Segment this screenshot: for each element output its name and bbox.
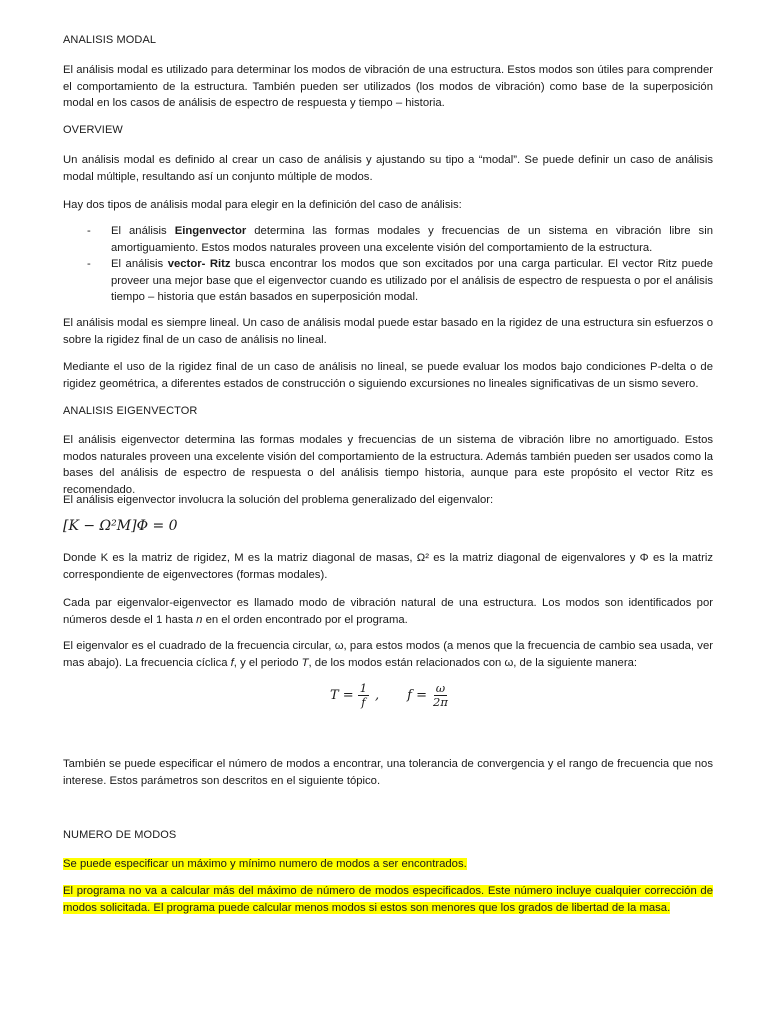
fraction-numerator: 1 [359, 681, 368, 695]
heading-overview: OVERVIEW [63, 124, 123, 136]
list-item-ritz [87, 256, 713, 306]
paragraph-intro: El análisis modal es utilizado para determinar los modos de vibración de una estructura. Estos modos son útiles para comprender el comportamiento de la estructura. También pueden ser utilizados (los modos de vibración) como base de la superposición modal en los casos de análisis de espectro de respuesta y tiempo – historia. [63, 64, 713, 109]
equation-period-frequency [330, 682, 454, 709]
text-italic: T [301, 656, 309, 669]
bullet-text: determina las formas modales y frecuencias de un sistema en vibración libre sin amortiguamiento. Estos modos naturales proveen una excelente visión del comportamiento de la estructura. [111, 225, 713, 254]
fraction-denominator: 2π [433, 695, 448, 709]
analysis-types-list [87, 223, 713, 306]
list-dash: - [87, 225, 91, 237]
text-italic: n [196, 613, 203, 626]
bullet-bold-term: vector- Ritz [167, 258, 231, 270]
paragraph-modes [63, 595, 713, 628]
text-italic: f [230, 656, 234, 669]
highlighted-text: El programa no va a calcular más del máximo de número de modos especificados. Este número incluye cualquier corrección de modos solicitada. El programa puede calcular menos modos si estos son menores que los grados de libertad de la masa. [63, 885, 713, 914]
paragraph-eigenproblem: El análisis eigenvector involucra la solución del problema generalizado del eigenvalor: [63, 494, 494, 506]
paragraph-max-min [63, 856, 713, 873]
paragraph-types: Hay dos tipos de análisis modal para elegir en la definición del caso de análisis: [63, 199, 462, 211]
heading-analisis-modal: ANALISIS MODAL [63, 34, 157, 46]
text-run: en el orden encontrado por el programa. [202, 613, 408, 626]
list-item-eigenvector [87, 223, 713, 256]
bullet-text: busca encontrar los modos que son excitados por una carga particular. El vector Ritz puede proveer una mejor base que el eigenvector cuando es utilizado por el análisis de espectro de respuesta o por el análisis tiempo – historia que están basados en superposición modal. [111, 258, 713, 303]
equation-lhs: T = [330, 688, 354, 703]
paragraph-parameters: También se puede especificar el número de modos a encontrar, una tolerancia de convergencia y el rango de frecuencia que nos interese. Estos parámetros son descritos en el siguiente tópico. [63, 758, 713, 787]
equation-separator: , [375, 688, 380, 703]
bullet-text: El análisis [111, 258, 168, 270]
text-run: Cada par eigenvalor-eigenvector es llamado modo de vibración natural de una estructura. Los modos son identificados por números desde el 1 hasta [63, 597, 713, 626]
paragraph-nonlinear: Mediante el uso de la rigidez final de un caso de análisis no lineal, se puede evaluar los modos bajo condiciones P-delta o de rigidez geométrica, a diferentes estados de construcción o siguiendo excursiones no lineales significativas de un sismo severo. [63, 361, 713, 390]
text-run: , de los modos están relacionados con ω, de la siguiente manera: [308, 656, 637, 669]
text-run: El eigenvalor es el cuadrado de la frecuencia circular, ω, para estos modos (a menos que la frecuencia de cambio sea usada, ver mas abajo). La frecuencia cíclica [63, 640, 713, 669]
highlighted-text: Se puede especificar un máximo y mínimo numero de modos a ser encontrados. [63, 858, 467, 870]
fraction-denominator: f [361, 695, 366, 709]
list-dash: - [87, 258, 91, 270]
paragraph-program-limit [63, 883, 713, 916]
paragraph-overview: Un análisis modal es definido al crear un caso de análisis y ajustando su tipo a “modal”. Se puede definir un caso de análisis modal múltiple, resultando así un conjunto múltiple de modos. [63, 154, 713, 183]
text-run: , y el periodo [233, 656, 302, 669]
bullet-bold-term: Eingenvector [174, 225, 247, 237]
paragraph-definitions: Donde K es la matriz de rigidez, M es la matriz diagonal de masas, Ω² es la matriz diagonal de eigenvalores y Φ es la matriz correspondiente de eigenvectores (formas modales). [63, 552, 713, 581]
equation-lhs: f = [407, 688, 428, 703]
paragraph-linear: El análisis modal es siempre lineal. Un caso de análisis modal puede estar basado en la rigidez de una estructura sin esfuerzos o sobre la rigidez final de un caso de análisis no lineal. [63, 317, 713, 346]
heading-eigenvector: ANALISIS EIGENVECTOR [63, 405, 198, 417]
paragraph-eigenvector: El análisis eigenvector determina las formas modales y frecuencias de un sistema de vibración libre no amortiguado. Estos modos naturales proveen una excelente visión del comportamiento de la estructura. Además también pueden ser usados como la bases del análisis de espectro de respuesta o del análisis tiempo historia, aunque para este propósito el vector Ritz es recomendado. [63, 434, 713, 496]
heading-numero-modos: NUMERO DE MODOS [63, 829, 177, 841]
fraction [358, 682, 369, 709]
equation-eigenproblem: [K − Ω²M]Φ = 0 [63, 518, 178, 534]
fraction-numerator: ω [435, 681, 446, 695]
paragraph-frequency [63, 638, 713, 671]
fraction [431, 682, 450, 709]
bullet-text: El análisis [111, 225, 175, 237]
